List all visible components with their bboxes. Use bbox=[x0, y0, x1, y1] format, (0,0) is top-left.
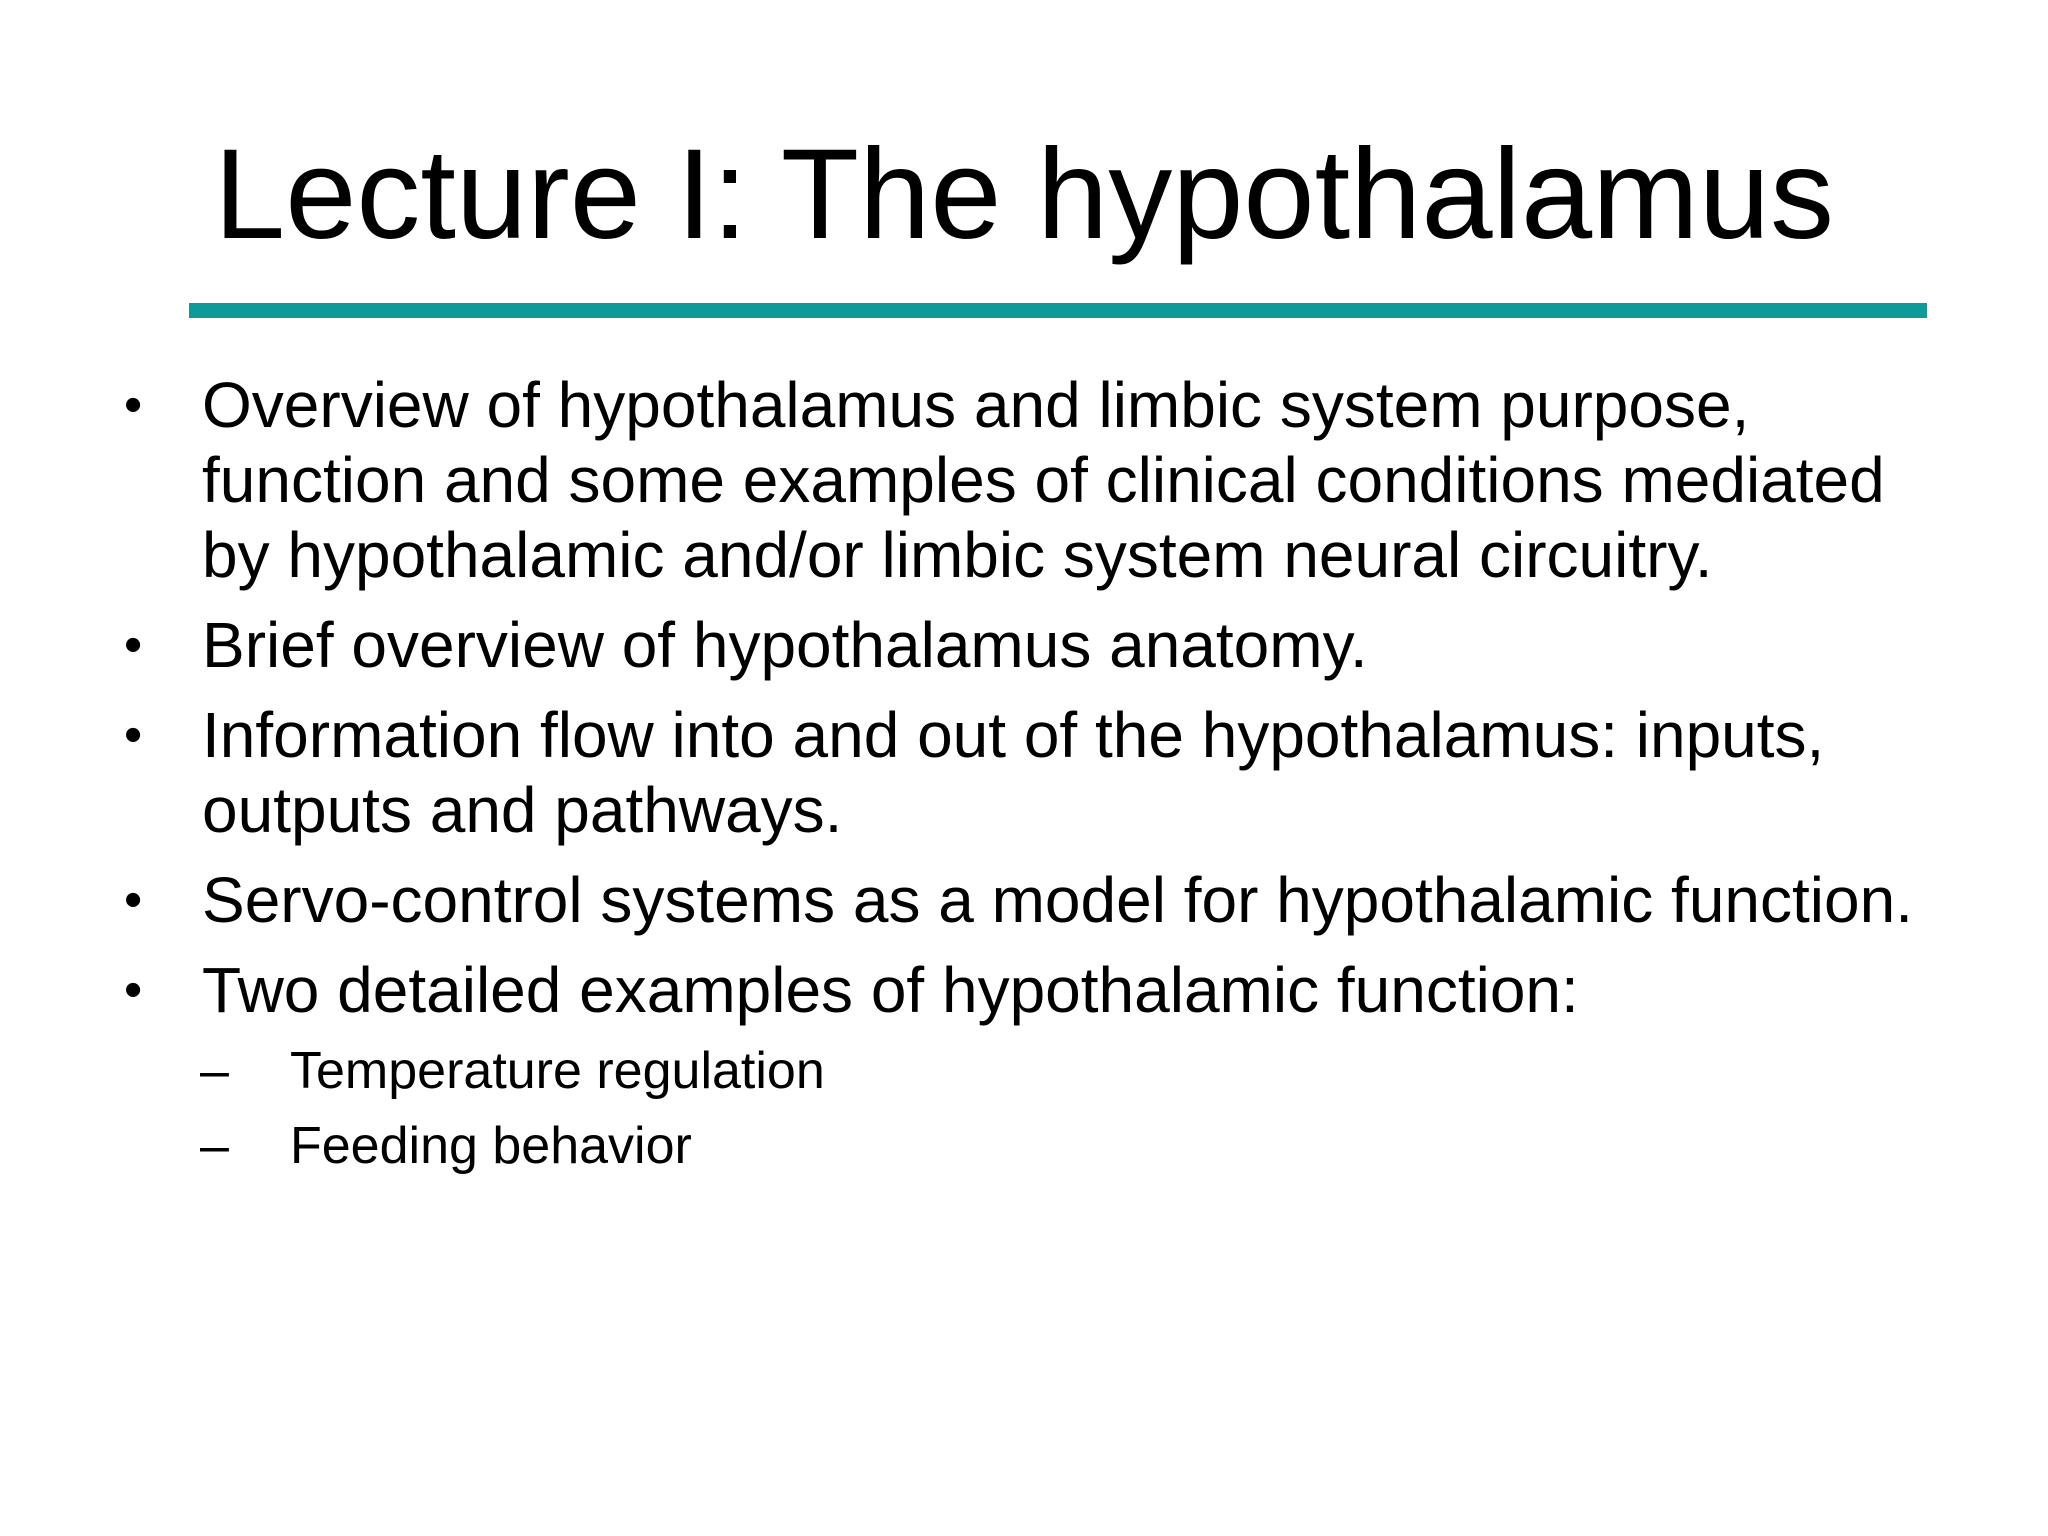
sub-bullet-text: Feeding behavior bbox=[290, 1117, 692, 1175]
sub-bullet-item bbox=[200, 1034, 1920, 1109]
title-underline bbox=[189, 303, 1927, 318]
sub-bullet-list bbox=[202, 1034, 1920, 1184]
slide-title: Lecture I: The hypothalamus bbox=[214, 123, 1834, 266]
bullet-glyph: • bbox=[124, 871, 143, 929]
bullet-item bbox=[120, 698, 1920, 848]
bullet-text: Overview of hypothalamus and limbic system purpose, function and some examples of clinical conditions mediated by hypothalamic and/or limbic system neural circuitry. bbox=[202, 369, 1885, 591]
bullet-item bbox=[120, 953, 1920, 1184]
sub-bullet-item bbox=[200, 1109, 1920, 1184]
bullet-item bbox=[120, 608, 1920, 683]
bullet-text: Servo-control systems as a model for hypothalamic function. bbox=[202, 864, 1913, 936]
sub-bullet-glyph: – bbox=[200, 1042, 229, 1100]
bullet-text: Brief overview of hypothalamus anatomy. bbox=[202, 609, 1368, 681]
bullet-item bbox=[120, 368, 1920, 593]
sub-bullet-glyph: – bbox=[200, 1117, 229, 1175]
bullet-glyph: • bbox=[124, 376, 143, 434]
bullet-item bbox=[120, 863, 1920, 938]
bullet-glyph: • bbox=[124, 961, 143, 1019]
sub-bullet-text: Temperature regulation bbox=[290, 1042, 825, 1100]
bullet-list bbox=[120, 368, 1920, 1199]
bullet-glyph: • bbox=[124, 616, 143, 674]
bullet-glyph: • bbox=[124, 706, 143, 764]
bullet-text: Information flow into and out of the hypothalamus: inputs, outputs and pathways. bbox=[202, 699, 1825, 846]
bullet-text: Two detailed examples of hypothalamic function: bbox=[202, 954, 1579, 1026]
